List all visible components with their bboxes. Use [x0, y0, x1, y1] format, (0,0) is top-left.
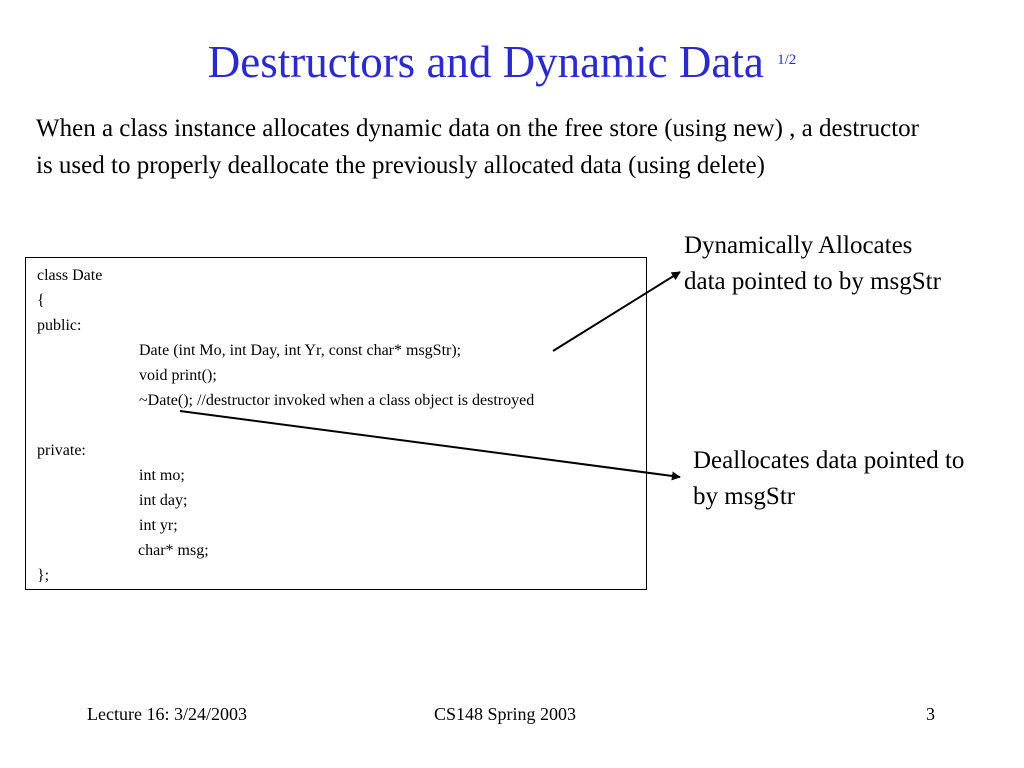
slide-title-part-indicator: 1/2 [777, 51, 797, 68]
code-line-public: public: [37, 317, 82, 334]
slide-title-text: Destructors and Dynamic Data [207, 37, 764, 87]
footer-lecture: Lecture 16: 3/24/2003 [87, 704, 247, 724]
code-line-constructor: Date (int Mo, int Day, int Yr, const char* msgStr); [139, 342, 462, 359]
dealloc-annotation: Deallocates data pointed to by msgStr [693, 447, 965, 510]
code-line-day: int day; [139, 492, 188, 509]
footer-course: CS148 Spring 2003 [434, 704, 577, 724]
code-line-mo: int mo; [139, 467, 185, 484]
alloc-annotation: Dynamically Allocates data pointed to by msgStr [684, 232, 941, 295]
code-line-class-decl: class Date [37, 267, 103, 284]
alloc-arrow [553, 272, 680, 351]
code-line-destructor: ~Date(); //destructor invoked when a class object is destroyed [139, 392, 535, 409]
code-line-msg: char* msg; [138, 542, 209, 559]
intro-paragraph: When a class instance allocates dynamic data on the free store (using new) , a destructor is used to properly deallocate the previously allocated data (using delete) [36, 115, 919, 179]
code-line-close-brace: }; [37, 567, 50, 584]
code-line-print: void print(); [139, 367, 217, 384]
code-line-open-brace: { [37, 292, 45, 309]
footer-page-number: 3 [926, 704, 935, 724]
code-line-private: private: [37, 442, 86, 459]
code-line-yr: int yr; [139, 517, 178, 534]
dealloc-arrow [180, 411, 680, 477]
